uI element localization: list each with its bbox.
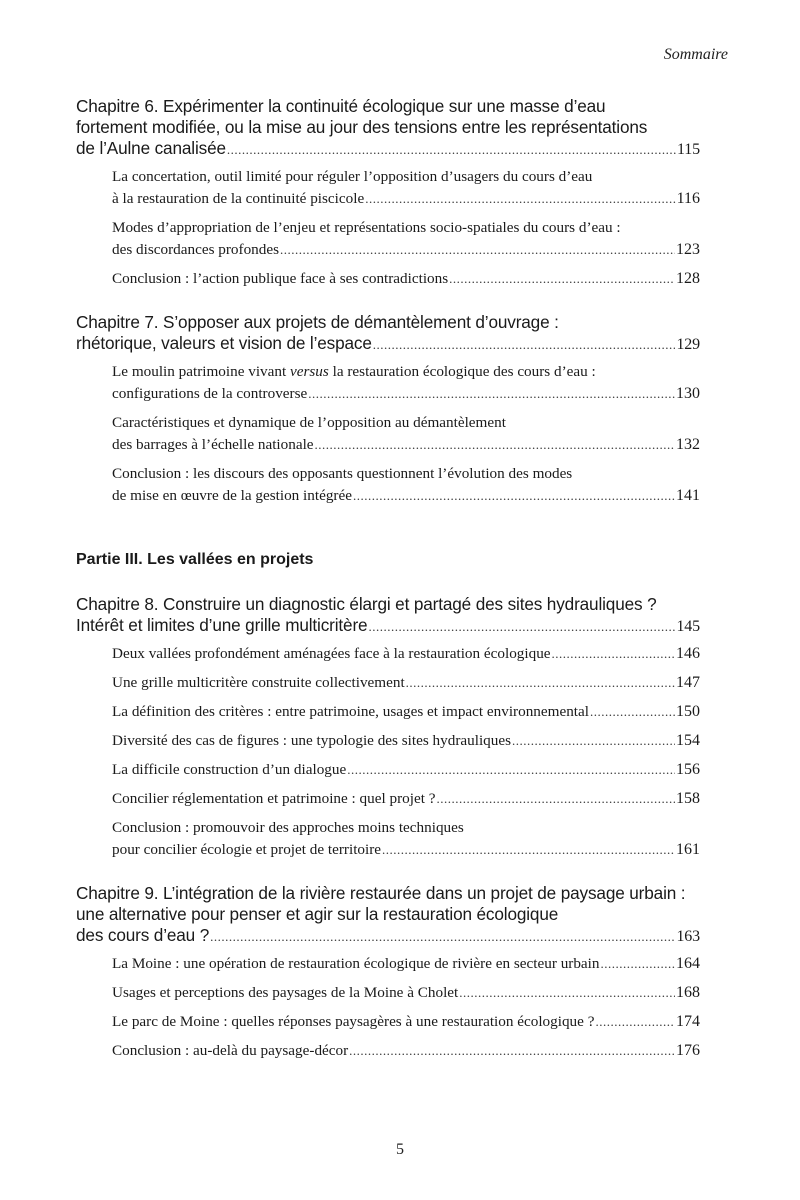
section-line: La concertation, outil limité pour réguler l’opposition d’usagers du cours d’eau [112,168,593,185]
section-text: la restauration écologique des cours d’eau : [328,363,596,380]
dot-leader [315,434,675,456]
running-head: Sommaire [663,46,728,63]
section-line: Deux vallées profondément aménagées face à la restauration écologique [112,645,551,662]
toc-section[interactable] [112,953,700,975]
section-entry [112,383,700,405]
section-list [112,166,700,290]
dot-leader [373,334,676,355]
page-ref: 146 [676,645,700,662]
page-ref: 123 [676,241,700,258]
toc-section[interactable] [112,1040,700,1062]
section-entry [112,268,700,290]
dot-leader [436,788,675,810]
section-line: Diversité des cas de figures : une typologie des sites hydrauliques [112,732,511,749]
dot-leader [459,982,675,1004]
dot-leader [552,643,675,665]
page-ref: 130 [676,385,700,402]
chapter-title-line: une alternative pour penser et agir sur la restauration écologique [76,904,559,924]
section-line: à la restauration de la continuité piscicole [112,190,365,207]
page-ref: 158 [676,790,700,807]
chapter-title-line: Chapitre 7. S’opposer aux projets de démantèlement d’ouvrage : [76,312,559,332]
chapter-title-line: des cours d’eau ? [76,925,210,945]
toc-section[interactable] [112,759,700,781]
section-line: Usages et perceptions des paysages de la Moine à Cholet [112,984,459,1001]
dot-leader [308,383,675,405]
chapter-9 [76,883,700,1062]
section-entry [112,672,700,694]
page-number: 5 [396,1141,404,1158]
dot-leader [347,759,675,781]
section-entry [112,953,700,975]
section-list [112,643,700,861]
dot-leader [406,672,675,694]
italic-word: versus [290,363,329,380]
dot-leader [601,953,676,975]
page-ref: 116 [676,190,700,207]
toc-section[interactable] [112,643,700,665]
part-title[interactable]: Partie III. Les vallées en projets [76,551,314,568]
section-line: pour concilier écologie et projet de territoire [112,841,382,858]
section-line: La difficile construction d’un dialogue [112,761,347,778]
chapter-title-entry[interactable] [76,333,700,355]
section-line: de mise en œuvre de la gestion intégrée [112,487,352,504]
section-line [112,361,700,383]
chapter-title-line: Intérêt et limites d’une grille multicritère [76,615,368,635]
section-line: Conclusion : au-delà du paysage-décor [112,1042,349,1059]
chapter-title-line: Chapitre 6. Expérimenter la continuité écologique sur une masse d’eau [76,96,606,116]
page-ref: 132 [676,436,700,453]
page-ref: 156 [676,761,700,778]
page-ref: 164 [676,955,700,972]
section-list [112,361,700,507]
toc-section[interactable] [112,1011,700,1033]
page-ref: 150 [676,703,700,720]
dot-leader [280,239,675,261]
page-ref: 161 [676,841,700,858]
toc-section[interactable] [112,817,700,861]
section-entry [112,759,700,781]
chapter-6 [76,96,700,290]
dot-leader [353,485,675,507]
page-ref: 174 [676,1013,700,1030]
section-entry [112,701,700,723]
section-line: La définition des critères : entre patrimoine, usages et impact environnemental [112,703,589,720]
dot-leader [210,926,675,947]
chapter-title-entry[interactable] [76,925,700,947]
toc-section[interactable] [112,982,700,1004]
page-ref: 129 [676,336,700,353]
page-ref: 168 [676,984,700,1001]
section-line: Conclusion : l’action publique face à ses contradictions [112,270,449,287]
page-ref: 141 [676,487,700,504]
section-list [112,953,700,1062]
section-line: des discordances profondes [112,241,280,258]
toc-section[interactable] [112,463,700,507]
dot-leader [595,1011,675,1033]
section-line: Concilier réglementation et patrimoine : quel projet ? [112,790,436,807]
section-line: Modes d’appropriation de l’enjeu et représentations socio-spatiales du cours d’eau : [112,219,621,236]
section-entry [112,1040,700,1062]
page-ref: 154 [676,732,700,749]
page-ref: 145 [676,618,700,635]
table-of-contents [76,96,700,1084]
toc-section[interactable] [112,788,700,810]
toc-section[interactable] [112,217,700,261]
chapter-title-entry[interactable] [76,138,700,160]
toc-section[interactable] [112,412,700,456]
chapter-title-line: Chapitre 9. L’intégration de la rivière restaurée dans un projet de paysage urbain : [76,883,686,903]
page-ref: 128 [676,270,700,287]
toc-section[interactable] [112,268,700,290]
section-entry [112,982,700,1004]
toc-section[interactable] [112,730,700,752]
section-entry [112,643,700,665]
toc-section[interactable] [112,701,700,723]
section-entry [112,788,700,810]
section-entry [112,239,700,261]
dot-leader [365,188,675,210]
chapter-title-entry[interactable] [76,615,700,637]
dot-leader [590,701,675,723]
dot-leader [382,839,675,861]
section-entry [112,188,700,210]
section-line: des barrages à l’échelle nationale [112,436,314,453]
page-ref: 147 [676,674,700,691]
chapter-title-line: fortement modifiée, ou la mise au jour des tensions entre les représentations [76,117,648,137]
section-line: configurations de la controverse [112,385,308,402]
dot-leader [227,139,676,160]
toc-section[interactable] [112,361,700,405]
section-line: La Moine : une opération de restauration écologique de rivière en secteur urbain [112,955,600,972]
section-text: Le moulin patrimoine vivant [112,363,290,380]
section-line: Conclusion : promouvoir des approches moins techniques [112,819,464,836]
chapter-title-line: Chapitre 8. Construire un diagnostic élargi et partagé des sites hydrauliques ? [76,594,657,614]
chapter-title-line: de l’Aulne canalisée [76,138,226,158]
section-line: Une grille multicritère construite collectivement [112,674,405,691]
dot-leader [512,730,675,752]
section-line: Conclusion : les discours des opposants questionnent l’évolution des modes [112,465,573,482]
page-ref: 163 [676,928,700,945]
section-entry [112,730,700,752]
dot-leader [368,616,675,637]
dot-leader [449,268,675,290]
toc-section[interactable] [112,166,700,210]
section-line: Le parc de Moine : quelles réponses paysagères à une restauration écologique ? [112,1013,595,1030]
section-entry [112,1011,700,1033]
chapter-7 [76,312,700,507]
page-ref: 115 [677,141,700,158]
section-entry [112,485,700,507]
dot-leader [349,1040,675,1062]
section-entry [112,434,700,456]
chapter-title-line: rhétorique, valeurs et vision de l’espace [76,333,372,353]
section-line: Caractéristiques et dynamique de l’opposition au démantèlement [112,414,506,431]
toc-section[interactable] [112,672,700,694]
page-ref: 176 [676,1042,700,1059]
section-entry [112,839,700,861]
chapter-8 [76,594,700,861]
